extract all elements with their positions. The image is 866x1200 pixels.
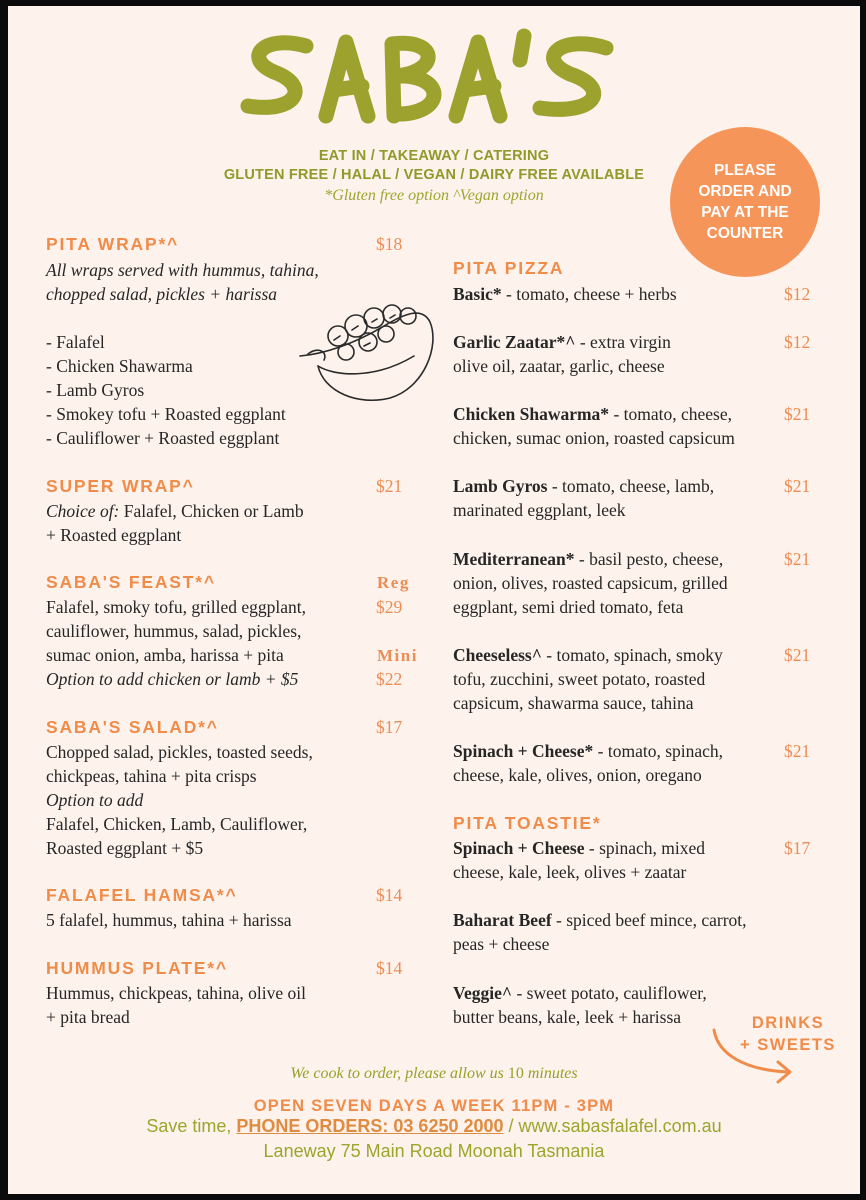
feast-mini-price: $22 xyxy=(376,669,403,689)
pizza-name: Spinach + Cheese* xyxy=(453,741,594,761)
pita-wrap-price: $18 xyxy=(376,234,403,254)
pizza-price: $12 xyxy=(784,284,811,304)
feast-reg-label: Reg xyxy=(377,573,410,592)
pita-toastie-heading: PITA TOASTIE* xyxy=(453,813,602,833)
pizza-price: $21 xyxy=(784,404,811,424)
sabas-logo-wordmark xyxy=(234,20,634,135)
pizza-desc: - tomato, cheese, xyxy=(609,404,732,424)
pizza-desc: chicken, sumac onion, roasted capsicum xyxy=(453,428,735,448)
logo xyxy=(8,20,860,140)
salad-addons: Falafel, Chicken, Lamb, Cauliflower, xyxy=(46,814,308,834)
cook-to-order-note xyxy=(8,1065,860,1083)
toastie-desc: - spinach, mixed xyxy=(584,838,706,858)
pizza-desc: cheese, kale, olives, onion, oregano xyxy=(453,765,702,785)
badge-line: PLEASE xyxy=(713,162,776,179)
pizza-name: Garlic Zaatar*^ xyxy=(453,332,576,352)
toastie-name: Baharat Beef xyxy=(453,910,552,930)
toastie-name: Veggie^ xyxy=(453,983,513,1003)
pizza-name: Cheeseless^ xyxy=(453,645,542,665)
hummus-desc: + pita bread xyxy=(46,1007,130,1027)
pizza-name: Lamb Gyros xyxy=(453,476,548,496)
toastie-veggie xyxy=(453,983,707,1004)
pizza-desc: - extra virgin xyxy=(575,332,671,352)
pizza-desc: marinated eggplant, leek xyxy=(453,500,626,520)
hummus-desc: Hummus, chickpeas, tahina, olive oil xyxy=(46,983,307,1003)
pita-wrap-desc: chopped salad, pickles + harissa xyxy=(46,284,278,304)
order-at-counter-badge xyxy=(670,127,820,277)
pizza-desc: - basil pesto, cheese, xyxy=(574,549,724,569)
pizza-desc: tofu, zucchini, sweet potato, roasted xyxy=(453,669,706,689)
super-wrap-extra: + Roasted eggplant xyxy=(46,525,182,545)
wrap-filling-item: - Chicken Shawarma xyxy=(46,356,193,376)
feast-desc: Falafel, smoky tofu, grilled eggplant, xyxy=(46,597,307,617)
salad-desc: chickpeas, tahina + pita crisps xyxy=(46,766,257,786)
pizza-price: $21 xyxy=(784,741,811,761)
feast-mini-label: Mini xyxy=(377,646,418,665)
toastie-spinach-cheese xyxy=(453,838,705,859)
wrap-filling-item: - Falafel xyxy=(46,332,105,352)
phone-orders-link[interactable]: PHONE ORDERS: 03 6250 2000 xyxy=(236,1116,504,1136)
wrap-filling-item: - Cauliflower + Roasted eggplant xyxy=(46,428,280,448)
feast-option: Option to add chicken or lamb + $5 xyxy=(46,669,299,689)
feast-heading: SABA'S FEAST*^ xyxy=(46,572,216,592)
service-types: EAT IN / TAKEAWAY / CATERING xyxy=(318,148,550,164)
super-wrap-heading: SUPER WRAP^ xyxy=(46,476,195,496)
pita-wrap-heading: PITA WRAP*^ xyxy=(46,234,180,254)
hamsa-price: $14 xyxy=(376,885,403,905)
pizza-name: Basic* xyxy=(453,284,502,304)
pizza-price: $12 xyxy=(784,332,811,352)
pizza-price: $21 xyxy=(784,476,811,496)
pizza-name: Chicken Shawarma* xyxy=(453,404,610,424)
badge-line: COUNTER xyxy=(706,225,784,242)
pizza-desc: olive oil, zaatar, garlic, cheese xyxy=(453,356,665,376)
contact-line xyxy=(8,1116,860,1137)
pizza-desc: - tomato, spinach, xyxy=(593,741,724,761)
pizza-name: Mediterranean* xyxy=(453,549,575,569)
pizza-price: $21 xyxy=(784,549,811,569)
pita-wrap-desc: All wraps served with hummus, tahina, xyxy=(46,260,319,280)
feast-desc: sumac onion, amba, harissa + pita xyxy=(46,645,284,665)
toastie-desc: butter beans, kale, leek + harissa xyxy=(453,1007,682,1027)
hummus-price: $14 xyxy=(376,958,403,978)
sweets-label: + SWEETS xyxy=(740,1036,836,1054)
pizza-cheeseless xyxy=(453,645,723,666)
salad-desc: Chopped salad, pickles, toasted seeds, xyxy=(46,742,313,762)
pizza-desc: - tomato, cheese, lamb, xyxy=(547,476,715,496)
salad-heading: SABA'S SALAD*^ xyxy=(46,717,219,737)
hamsa-heading: FALAFEL HAMSA*^ xyxy=(46,885,238,905)
toastie-desc: cheese, kale, leek, olives + zaatar xyxy=(453,862,687,882)
website-link[interactable]: / www.sabasfalafel.com.au xyxy=(503,1116,722,1136)
note-text: minutes xyxy=(523,1065,578,1082)
badge-line: PAY AT THE xyxy=(701,204,789,221)
toastie-name: Spinach + Cheese xyxy=(453,838,585,858)
menu-page xyxy=(8,6,860,1194)
pizza-chicken-shawarma xyxy=(453,404,732,425)
pizza-spinach-cheese xyxy=(453,741,723,762)
choice-label: Choice of: xyxy=(46,501,120,521)
option-key: *Gluten free option ^Vegan option xyxy=(324,187,544,204)
pizza-mediterranean xyxy=(453,549,723,570)
wrap-filling-item: - Lamb Gyros xyxy=(46,380,145,400)
pizza-desc: capsicum, shawarma sauce, tahina xyxy=(453,693,694,713)
wrap-filling-item: - Smokey tofu + Roasted eggplant xyxy=(46,404,286,424)
pizza-desc: onion, olives, roasted capsicum, grilled xyxy=(453,573,728,593)
toastie-baharat-beef xyxy=(453,910,747,931)
pizza-desc: eggplant, semi dried tomato, feta xyxy=(453,597,684,617)
dietary-availability: GLUTEN FREE / HALAL / VEGAN / DAIRY FREE AVAILABLE xyxy=(223,167,645,183)
feast-desc: cauliflower, hummus, salad, pickles, xyxy=(46,621,302,641)
drinks-label: DRINKS xyxy=(751,1014,825,1032)
toastie-desc: peas + cheese xyxy=(453,934,550,954)
badge-line: ORDER AND xyxy=(698,183,792,200)
pita-wrap-illustration xyxy=(294,296,438,404)
pizza-price: $21 xyxy=(784,645,811,665)
note-minutes: 10 xyxy=(507,1065,524,1082)
pita-pizza-heading: PITA PIZZA xyxy=(453,258,565,278)
salad-option: Option to add xyxy=(46,790,144,810)
salad-addons: Roasted eggplant + $5 xyxy=(46,838,204,858)
toastie-desc: - sweet potato, cauliflower, xyxy=(512,983,707,1003)
pizza-basic xyxy=(453,284,677,305)
toastie-desc: - spiced beef mince, carrot, xyxy=(551,910,747,930)
note-text: We cook to order, please allow us xyxy=(290,1065,508,1082)
hamsa-desc: 5 falafel, hummus, tahina + harissa xyxy=(46,910,292,930)
salad-price: $17 xyxy=(376,717,403,737)
address: Laneway 75 Main Road Moonah Tasmania xyxy=(263,1141,605,1161)
save-time-text: Save time, xyxy=(146,1116,237,1136)
toastie-price: $17 xyxy=(784,838,811,858)
hummus-heading: HUMMUS PLATE*^ xyxy=(46,958,228,978)
pizza-desc: - tomato, spinach, smoky xyxy=(541,645,723,665)
pizza-lamb-gyros xyxy=(453,476,714,497)
choice-text: Falafel, Chicken or Lamb xyxy=(119,501,304,521)
super-wrap-choice xyxy=(46,501,304,522)
super-wrap-price: $21 xyxy=(376,476,403,496)
pizza-desc: - tomato, cheese + herbs xyxy=(501,284,677,304)
opening-hours: OPEN SEVEN DAYS A WEEK 11PM - 3PM xyxy=(253,1097,615,1115)
pizza-garlic-zaatar xyxy=(453,332,671,353)
feast-reg-price: $29 xyxy=(376,597,403,617)
